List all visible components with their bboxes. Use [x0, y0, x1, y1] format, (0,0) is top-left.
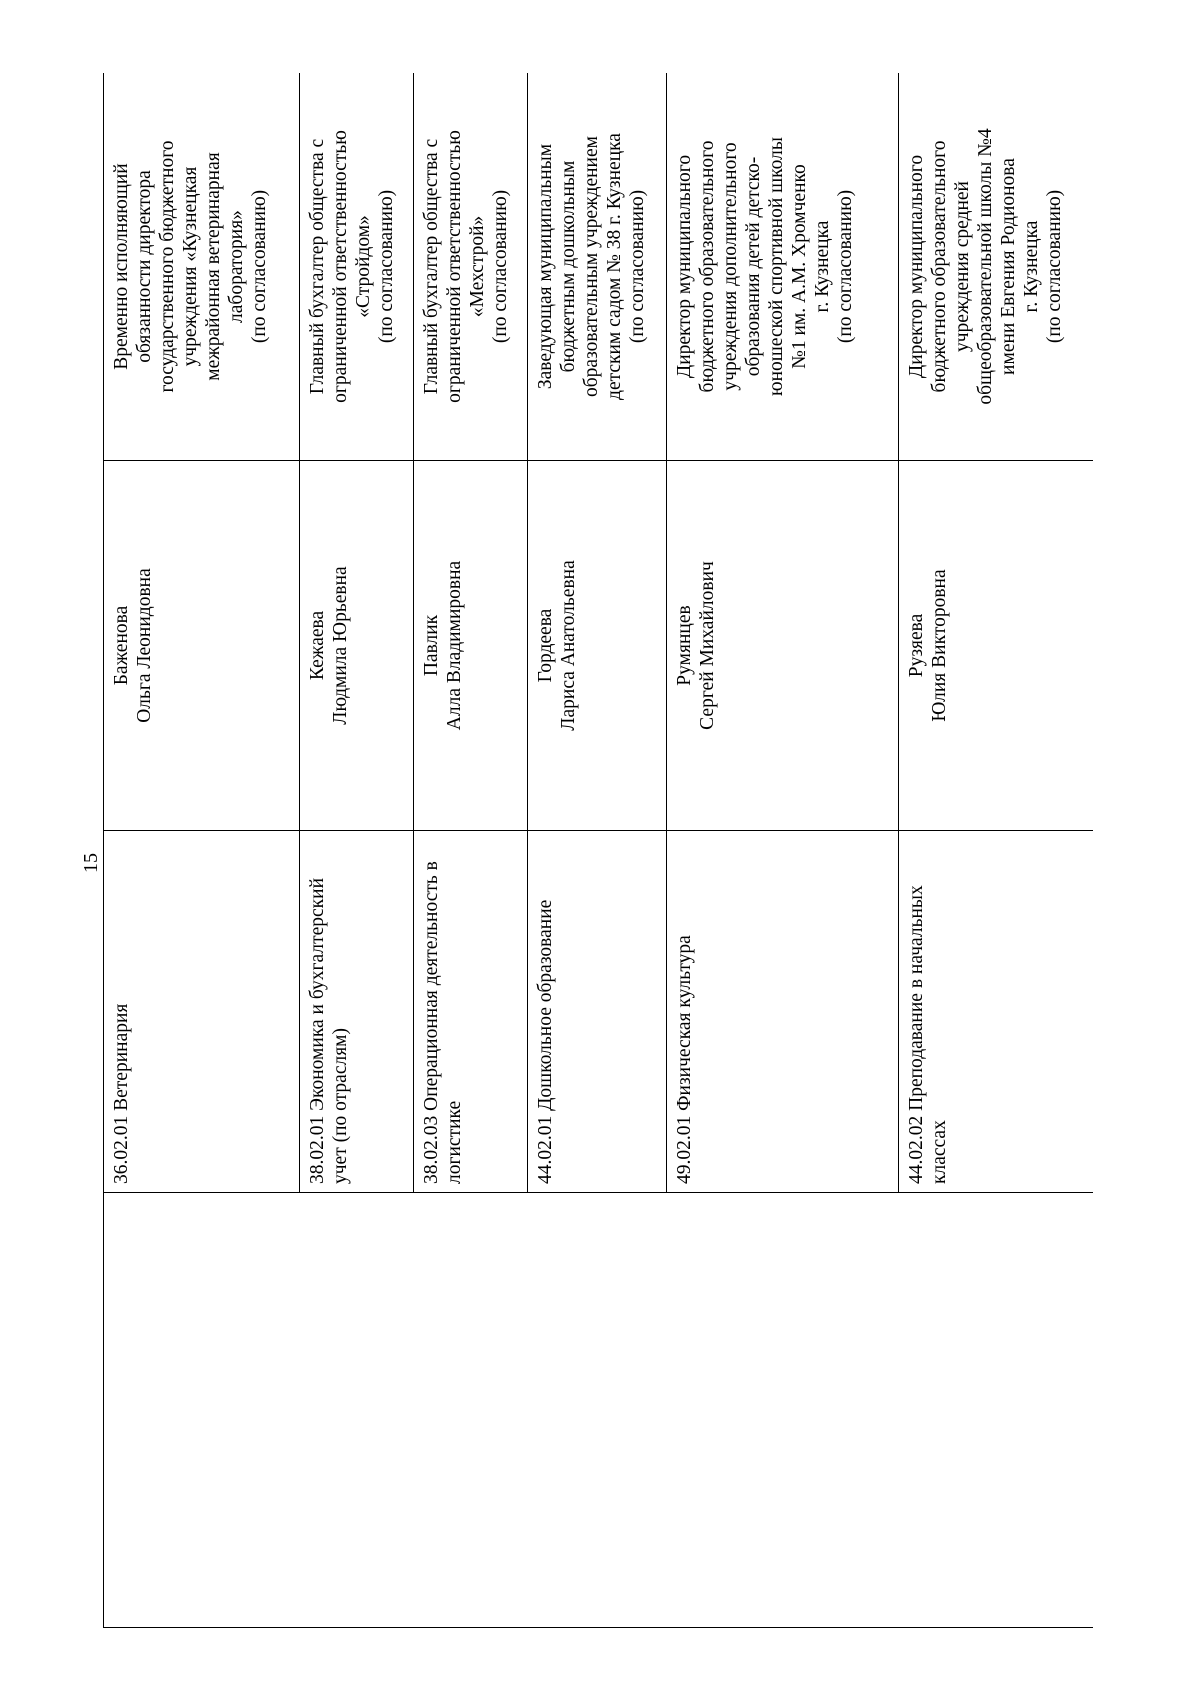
- experts-table: [103, 73, 1093, 1628]
- page-number: 15: [80, 853, 102, 873]
- position-cell: Директор муниципального бюджетного образовательного учреждения средней общеобразовательной школы №4 имени Евгения Родионова г. Кузнецка (по согласованию): [899, 73, 1094, 461]
- position-cell: Временно исполняющий обязанности директора государственного бюджетного учреждения «Кузнецкая межрайонная ветеринарная лаборатория» (по согласованию): [104, 73, 300, 461]
- name-cell: Румянцев Сергей Михайлович: [667, 461, 899, 831]
- specialty-cell: 38.02.01 Экономика и бухгалтерский учет (по отраслям): [300, 831, 414, 1193]
- table-row: [104, 73, 300, 1628]
- name-cell: Павлик Алла Владимировна: [414, 461, 528, 831]
- specialty-cell: 49.02.01 Физическая культура: [667, 831, 899, 1193]
- position-cell: Главный бухгалтер общества с ограниченной ответственностью «Мехстрой» (по согласованию): [414, 73, 528, 461]
- specialty-cell: 44.02.01 Дошкольное образование: [528, 831, 667, 1193]
- rotated-table-wrapper: [103, 73, 1093, 1628]
- name-cell: Рузяева Юлия Викторовна: [899, 461, 1094, 831]
- table-frame: [103, 73, 1093, 1628]
- name-cell: Баженова Ольга Леонидовна: [104, 461, 300, 831]
- specialty-cell: 38.02.03 Операционная деятельность в логистике: [414, 831, 528, 1193]
- position-cell: Заведующая муниципальным бюджетным дошкольным образовательным учреждением детским садом № 38 г. Кузнецка (по согласованию): [528, 73, 667, 461]
- empty-group-cell: [104, 1193, 1094, 1628]
- name-cell: Кежаева Людмила Юрьевна: [300, 461, 414, 831]
- specialty-cell: 36.02.01 Ветеринария: [104, 831, 300, 1193]
- position-cell: Главный бухгалтер общества с ограниченной ответственностью «Стройдом» (по согласованию): [300, 73, 414, 461]
- name-cell: Гордеева Лариса Анатольевна: [528, 461, 667, 831]
- position-cell: Директор муниципального бюджетного образовательного учреждения дополнительного образования детей детско- юношеской спортивной школы №1 им. А.М. Хромченко г. Кузнецка (по согласованию): [667, 73, 899, 461]
- specialty-cell: 44.02.02 Преподавание в начальных классах: [899, 831, 1094, 1193]
